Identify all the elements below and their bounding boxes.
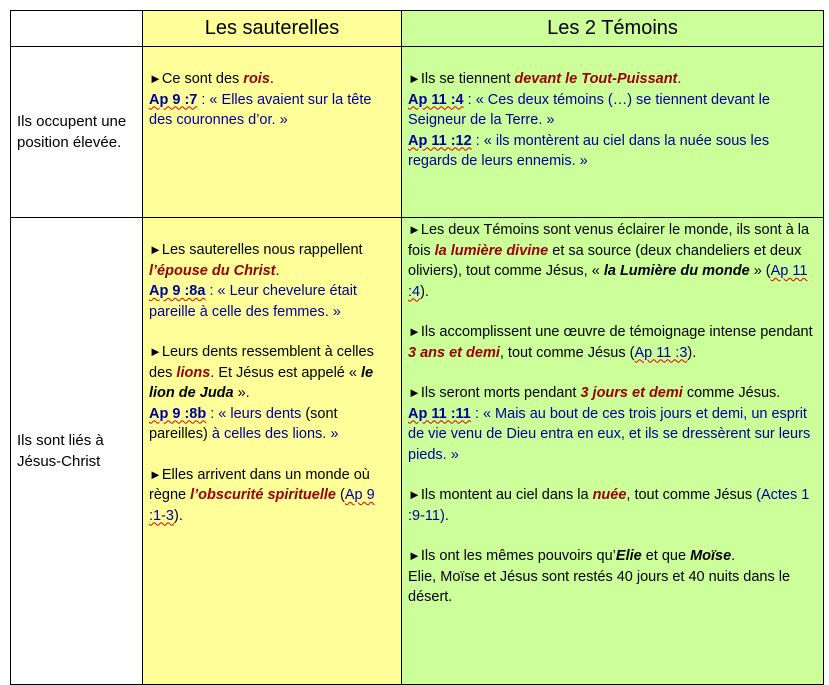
comparison-table: [10, 10, 824, 685]
highlight: la lumière divine: [434, 242, 549, 259]
paragraph: ►Ils montent au ciel dans la nuée, tout comme Jésus (Actes 1 :9-11).: [408, 487, 810, 524]
paragraph: ►Ils se tiennent devant le Tout-Puissant.: [408, 71, 682, 87]
paragraph: ►Ils accomplissent une œuvre de témoignage intense pendant 3 ans et demi, tout comme Jésus (Ap 11 :3).: [408, 324, 813, 361]
paragraph: ►Les deux Témoins sont venus éclairer le monde, ils sont à la fois la lumière divine et sa source (deux chandeliers et deux oliviers), tout comme Jésus, « la Lumière du monde » (Ap 11 :4).: [408, 222, 810, 300]
reference-quote: Ap 9 :7 : « Elles avaient sur la tête des couronnes d’or. »: [149, 91, 372, 128]
verse-ref: Ap 11 :4: [408, 91, 464, 108]
verse-ref: Ap 11 :12: [408, 132, 472, 149]
verse-ref: (Actes 1 :9-11): [408, 487, 810, 524]
highlight: rois: [243, 71, 270, 87]
highlight: 3 jours et demi: [580, 385, 683, 401]
cell-temoins: [402, 47, 824, 218]
highlight-bold: le lion de Juda: [149, 364, 374, 401]
verse-ref: Ap 11 :4: [408, 263, 808, 300]
verse-ref: Ap 9 :8a: [149, 283, 206, 299]
paragraph: ►Les sauterelles nous rappellent l’épouse du Christ. Ap 9 :8a : « Leur chevelure était pareille à celle des femmes. »: [149, 242, 363, 320]
verse-ref: Ap 11 :11: [408, 405, 471, 422]
highlight: devant le Tout-Puissant: [514, 71, 678, 87]
paragraph: ►Ils ont les mêmes pouvoirs qu’Elie et que Moïse. Elie, Moïse et Jésus sont restés 40 jours et 40 nuits dans le désert.: [408, 548, 791, 605]
cell-sauterelles: [143, 218, 402, 685]
highlight: lions: [176, 364, 211, 381]
bullet-icon: ►: [408, 385, 421, 400]
verse-ref: Ap 11 :3: [634, 344, 688, 361]
highlight-bold: la Lumière du monde: [603, 263, 750, 279]
cell-temoins: [402, 218, 824, 685]
bullet-icon: ►: [149, 344, 162, 359]
highlight: l’épouse du Christ: [149, 262, 276, 279]
header-row: [11, 11, 824, 47]
bullet-icon: ►: [408, 548, 421, 563]
bullet-icon: ►: [149, 71, 162, 86]
bullet-icon: ►: [149, 466, 162, 482]
row-label: Ils occupent une position élevée.: [11, 47, 143, 218]
bullet-icon: ►: [408, 222, 421, 237]
verse-ref: Ap 9 :7: [149, 91, 198, 108]
header-temoins: Les 2 Témoins: [402, 11, 824, 47]
bullet-icon: ►: [149, 242, 162, 257]
row-label: Ils sont liés à Jésus-Christ: [11, 218, 143, 685]
bullet-icon: ►: [408, 71, 421, 86]
header-sauterelles: Les sauterelles: [143, 11, 402, 47]
paragraph: ►Ce sont des rois.: [149, 71, 274, 87]
table-row: [11, 47, 824, 218]
highlight: l’obscurité spirituelle: [190, 487, 336, 503]
header-empty: [11, 11, 143, 47]
bullet-icon: ►: [408, 487, 421, 502]
paragraph: ►Elles arrivent dans un monde où règne l’obscurité spirituelle (Ap 9 :1-3).: [149, 466, 375, 524]
paragraph: ►Ils seront morts pendant 3 jours et demi comme Jésus. Ap 11 :11 : « Mais au bout de ces trois jours et demi, un esprit de vie venu de Dieu entra en eux, et ils se dressèrent sur leurs pieds. »: [408, 385, 811, 463]
table-row: [11, 218, 824, 685]
highlight: 3 ans et demi: [408, 344, 500, 361]
paragraph: ►Leurs dents ressemblent à celles des lions. Et Jésus est appelé « le lion de Juda ». Ap 9 :8b : « leurs dents (sont pareilles) à celles des lions. »: [149, 344, 374, 442]
verse-ref: Ap 9 :1-3: [149, 487, 375, 524]
highlight-bold: Elie: [615, 548, 642, 564]
verse-ref: Ap 9 :8b: [149, 405, 207, 422]
reference-quote: Ap 11 :12 : « ils montèrent au ciel dans la nuée sous les regards de leurs ennemis. »: [408, 132, 770, 169]
highlight: nuée: [592, 487, 627, 503]
bullet-icon: ►: [408, 324, 421, 339]
highlight-bold: Moïse: [690, 548, 732, 564]
cell-sauterelles: [143, 47, 402, 218]
reference-quote: Ap 11 :4 : « Ces deux témoins (…) se tiennent devant le Seigneur de la Terre. »: [408, 91, 770, 128]
